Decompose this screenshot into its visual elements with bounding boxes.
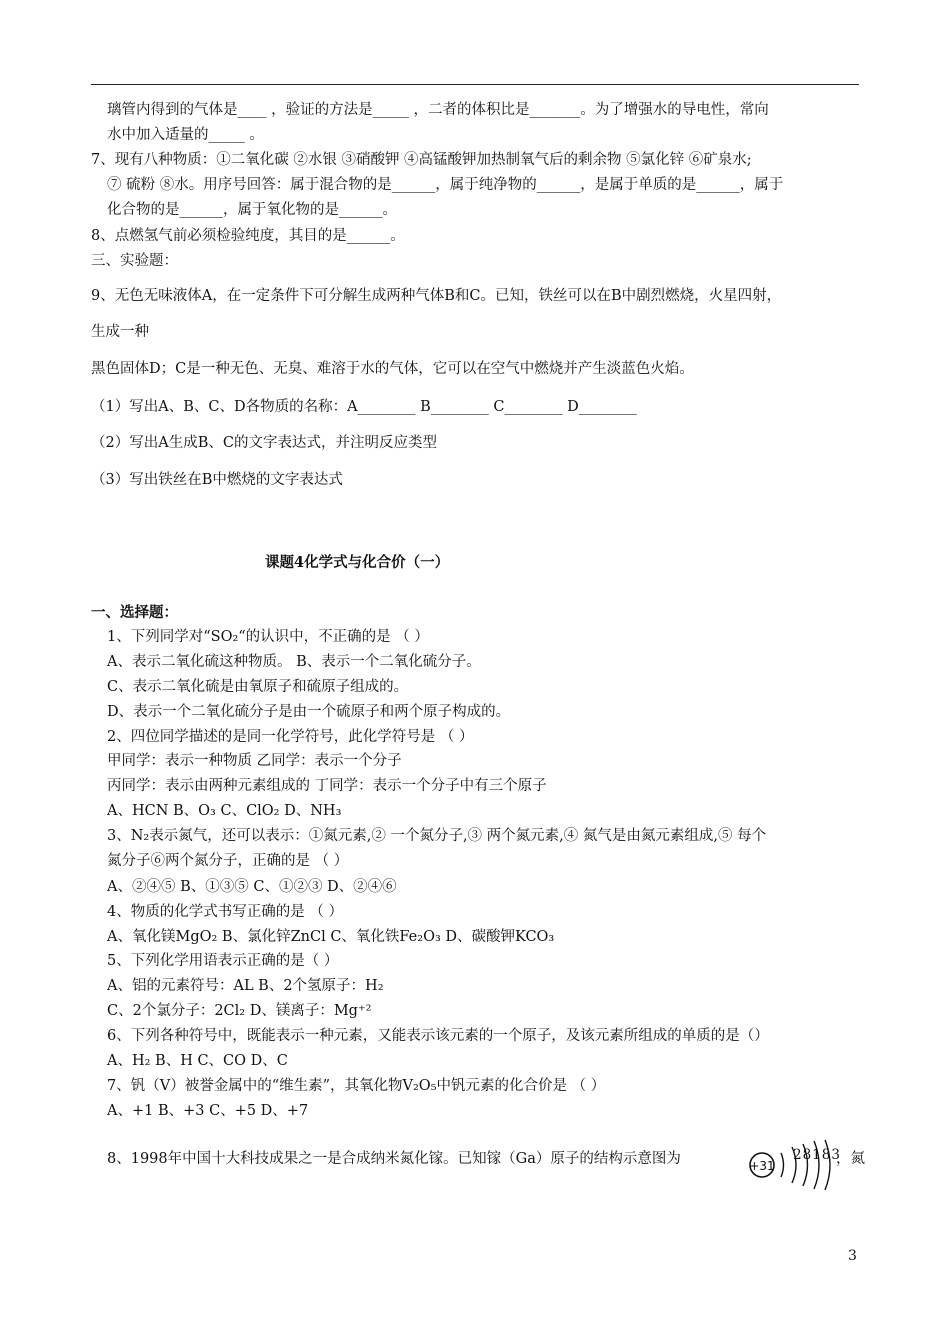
- choice-options: A、表示二氧化硫这种物质。 B、表示一个二氧化硫分子。: [107, 654, 481, 670]
- choice-question: 3、N₂表示氮气，还可以表示：①氮元素,② 一个氮分子,③ 两个氮元素,④ 氮气是由氮元素组成,⑤ 每个: [107, 828, 767, 844]
- text-line: ⑦ 硫粉 ⑧水。用序号回答：属于混合物的是______，属于纯净物的______，是属于单质的是______，属于: [107, 177, 784, 193]
- electron-shells: 28183: [793, 1147, 841, 1163]
- choice-question: 6、下列各种符号中，既能表示一种元素，又能表示该元素的一个原子，及该元素所组成的单质的是（）: [107, 1028, 769, 1044]
- text-line: 化合物的是______，属于氧化物的是______。: [107, 202, 397, 218]
- lesson-title: 课题4化学式与化合价（一）: [265, 554, 450, 571]
- choice-question: 5、下列化学用语表示正确的是（ ）: [107, 953, 339, 969]
- choice-question: 4、物质的化学式书写正确的是 （ ）: [107, 904, 343, 920]
- sub-question: （2）写出A生成B、C的文字表达式，并注明反应类型: [91, 435, 437, 451]
- question-9: 9、无色无味液体A，在一定条件下可分解生成两种气体B和C。已知，铁丝可以在B中剧烈燃烧，火星四射，: [91, 288, 782, 304]
- text-line: 生成一种: [91, 324, 149, 340]
- choice-question: 8、1998年中国十大科技成果之一是合成纳米氮化镓。已知镓（Ga）原子的结构示意图为: [107, 1151, 681, 1167]
- choice-options: A、H₂ B、H C、CO D、C: [107, 1053, 288, 1069]
- choice-question: 1、下列同学对“SO₂“的认识中，不正确的是 （ ）: [107, 629, 429, 645]
- choice-options: A、②④⑤ B、①③⑤ C、①②③ D、②④⑥: [107, 879, 397, 895]
- text-line: 氮分子⑥两个氮分子，正确的是 （ ）: [107, 853, 349, 869]
- text-line: 黑色固体D；C是一种无色、无臭、难溶于水的气体，它可以在空气中燃烧并产生淡蓝色火焰。: [91, 361, 694, 377]
- page-number: 3: [848, 1248, 857, 1264]
- text-line: 丙同学：表示由两种元素组成的 丁同学：表示一个分子中有三个原子: [107, 778, 547, 794]
- question-7: 7、现有八种物质：①二氧化碳 ②水银 ③硝酸钾 ④高锰酸钾加热制氧气后的剩余物 ⑤氯化锌 ⑥矿泉水;: [91, 152, 752, 168]
- text-line: ，氮: [836, 1151, 865, 1167]
- choice-question: 7、钒（V）被誉金属中的“维生素”，其氧化物V₂O₅中钒元素的化合价是 （ ）: [107, 1078, 606, 1094]
- choice-options: D、表示一个二氧化硫分子是由一个硫原子和两个原子构成的。: [107, 704, 511, 720]
- text-line: 水中加入适量的_____ 。: [107, 127, 264, 143]
- sub-question: （3）写出铁丝在B中燃烧的文字表达式: [91, 472, 343, 488]
- sub-question: （1）写出A、B、C、D各物质的名称：A________ B________ C________ D________: [91, 399, 637, 415]
- text-line: 璃管内得到的气体是____ ，验证的方法是_____ ，二者的体积比是_______。为了增强水的导电性，常向: [107, 102, 769, 118]
- section-heading: 三、实验题：: [91, 253, 178, 269]
- choice-question: 2、四位同学描述的是同一化学符号，此化学符号是 （ ）: [107, 729, 474, 745]
- question-8: 8、点燃氢气前必须检验纯度，其目的是______。: [91, 228, 405, 244]
- header-rule: [91, 84, 859, 85]
- choice-options: A、铝的元素符号：AL B、2个氢原子：H₂: [107, 978, 384, 994]
- text-line: 甲同学：表示一种物质 乙同学：表示一个分子: [107, 753, 402, 769]
- choice-options: C、表示二氧化硫是由氧原子和硫原子组成的。: [107, 679, 409, 695]
- choice-options: C、2个氯分子：2Cl₂ D、镁离子：Mg⁺²: [107, 1003, 372, 1019]
- choice-options: A、HCN B、O₃ C、ClO₂ D、NH₃: [107, 803, 342, 819]
- choice-options: A、+1 B、+3 C、+5 D、+7: [107, 1103, 309, 1119]
- section-heading: 一、选择题：: [91, 604, 178, 621]
- nucleus-charge: +31: [749, 1159, 775, 1173]
- choice-options: A、氧化镁MgO₂ B、氯化锌ZnCl C、氧化铁Fe₂O₃ D、碳酸钾KCO₃: [107, 929, 555, 945]
